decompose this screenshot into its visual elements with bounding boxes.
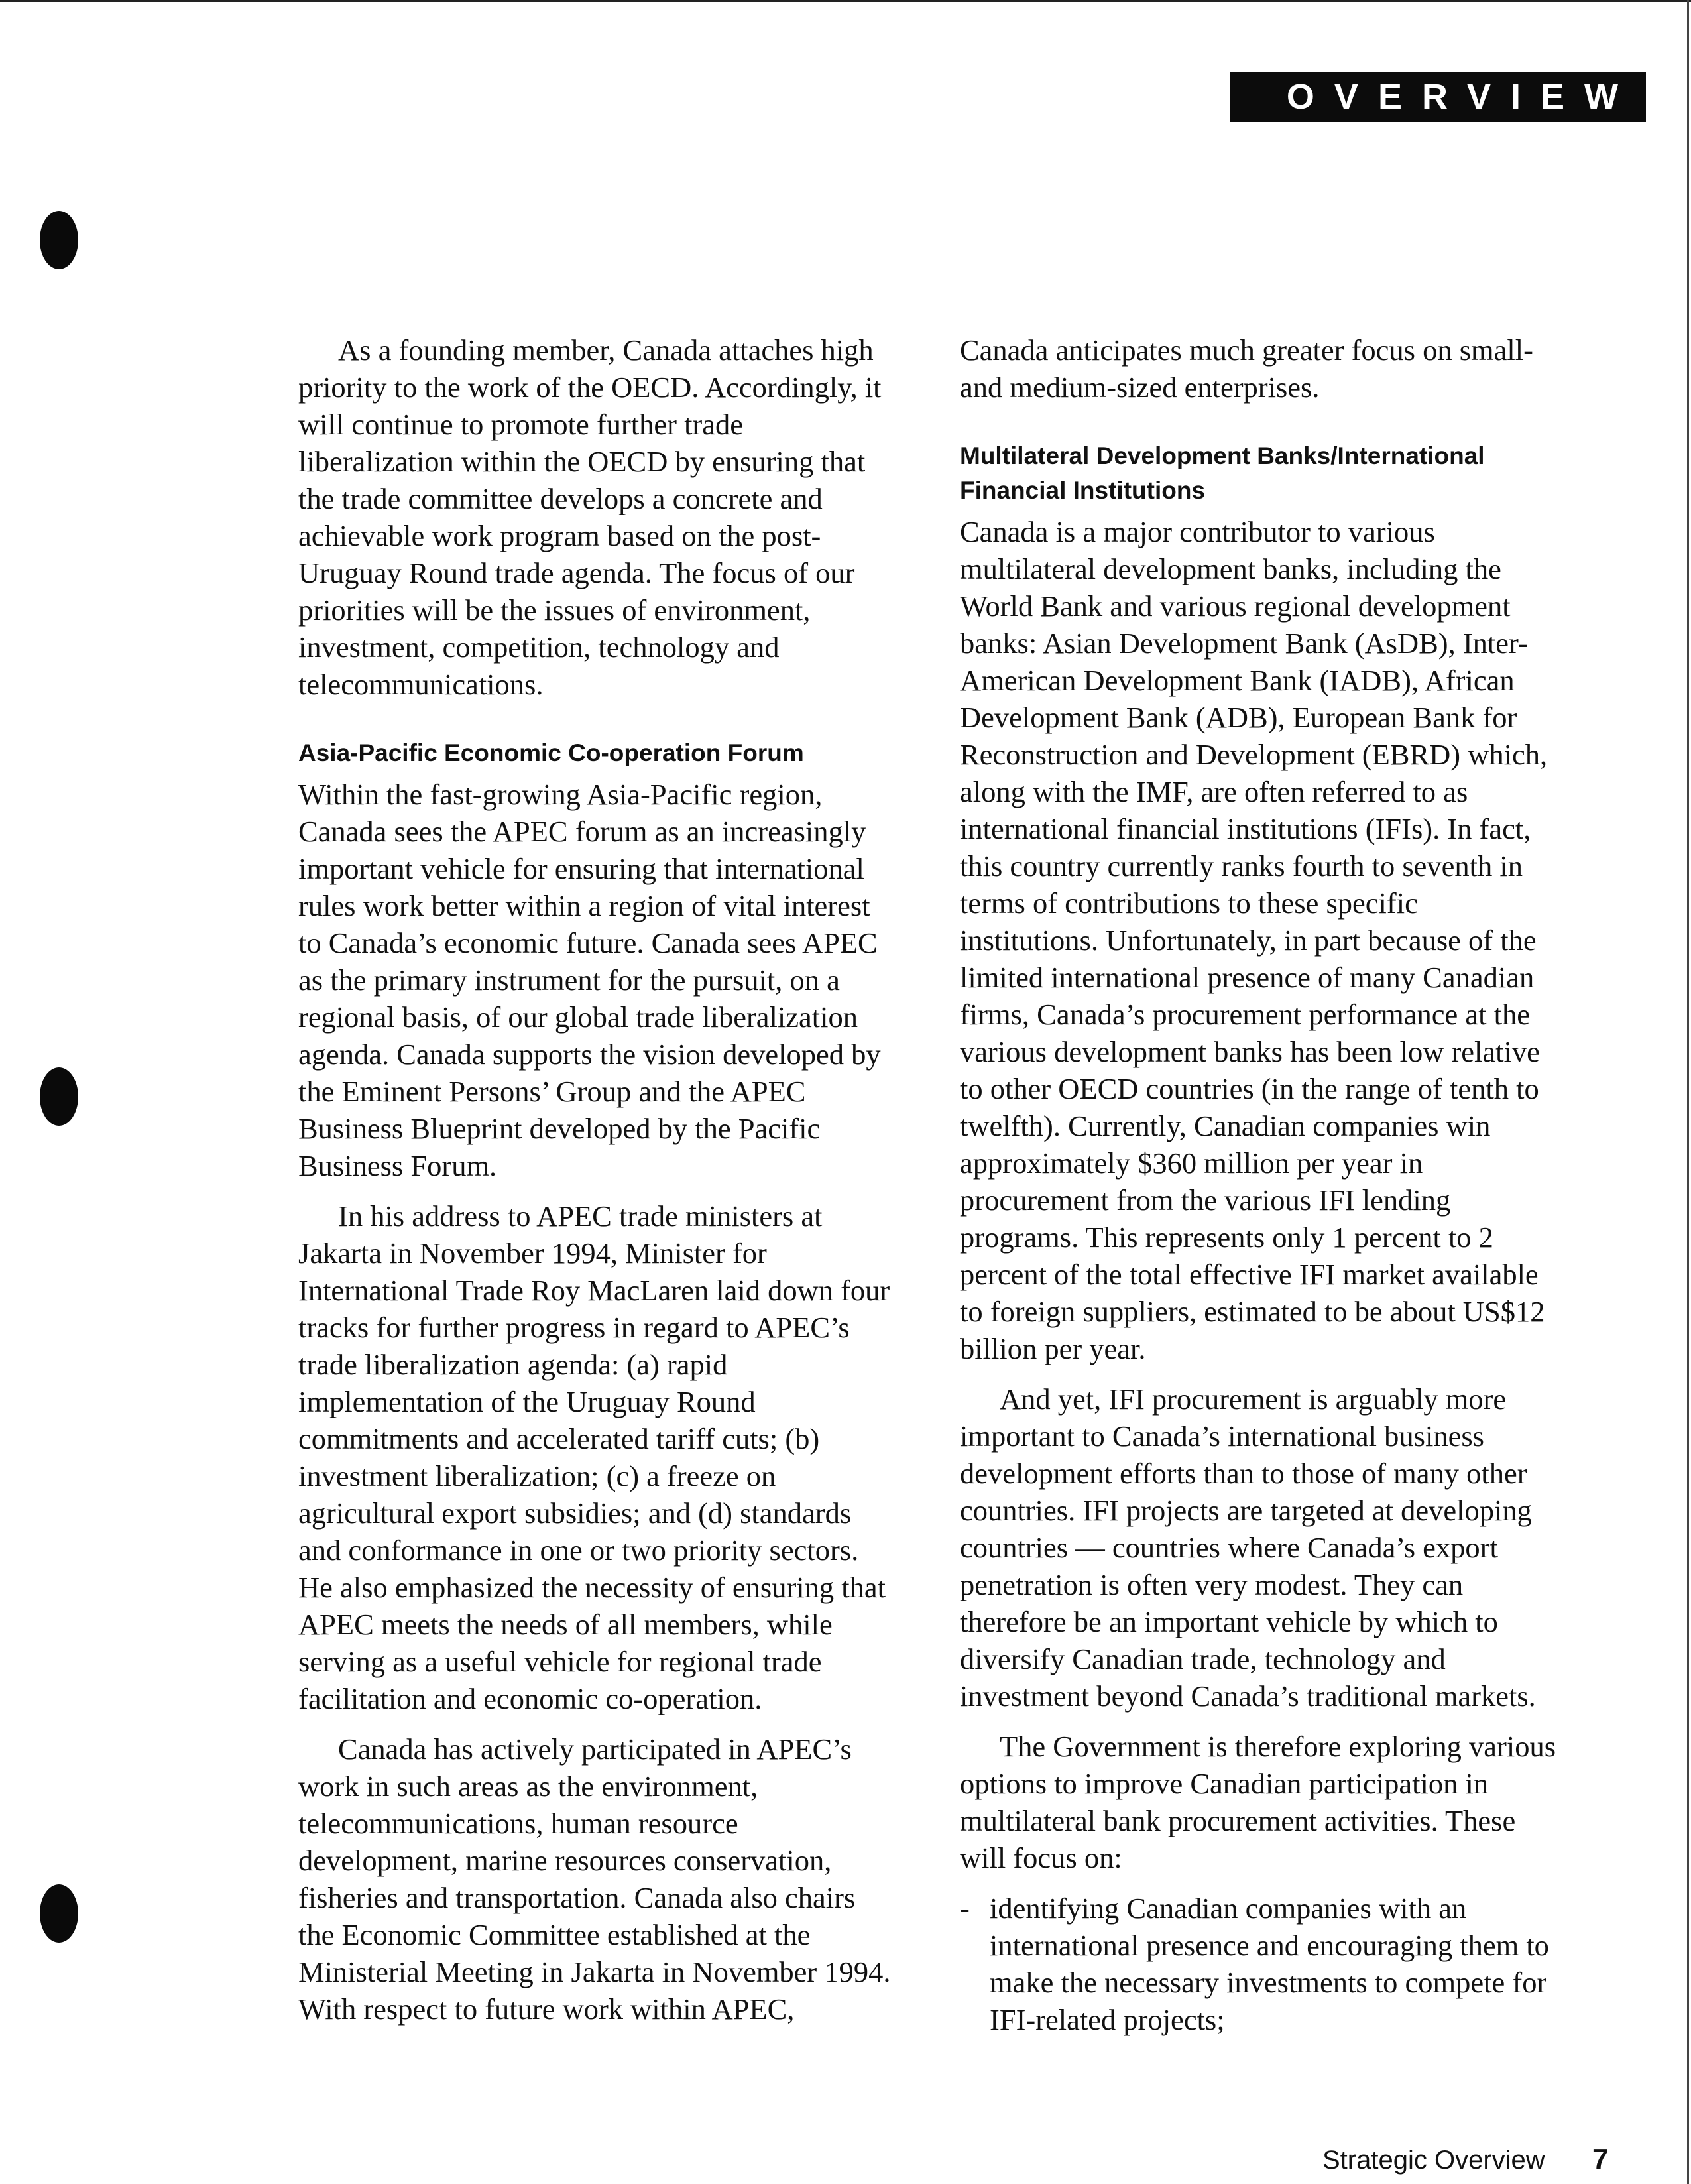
list-item [960, 1890, 1556, 2038]
section-tab [1230, 72, 1646, 122]
right-paragraph-3: And yet, IFI procurement is arguably more important to Canada’s international business development efforts than to those of many other countries. IFI projects are targeted at developing countries — countries where Canada’s export penetration is often very modest. They can therefore be an important vehicle by which to diversify Canadian trade, technology and investment beyond Canada’s traditional markets. [960, 1382, 1536, 1713]
right-border [1687, 0, 1689, 2184]
focus-list [960, 1890, 1556, 2038]
mdb-heading: Multilateral Development Banks/International Financial Institutions [960, 442, 1485, 504]
list-dash: - [960, 1892, 970, 1925]
footer-label: Strategic Overview [1322, 2146, 1545, 2175]
top-border [0, 0, 1691, 2]
left-paragraph-3: In his address to APEC trade ministers at Jakarta in November 1994, Minister for International Trade Roy MacLaren laid down four tracks for further progress in regard to APEC’s trade liberalization agenda: (a) rapid implementation of the Uruguay Round commitments and accelerated tariff cuts; (b) investment liberalization; (c) a freeze on agricultural export subsidies; and (d) standards and conformance in one or two priority sectors. He also emphasized the necessity of ensuring that APEC meets the needs of all members, while serving as a useful vehicle for regional trade facilitation and economic co-operation. [298, 1199, 890, 1715]
apec-heading: Asia-Pacific Economic Co-operation Forum [298, 739, 804, 766]
right-column [960, 332, 1556, 2038]
left-paragraph-4: Canada has actively participated in APEC’s work in such areas as the environment, telecommunications, human resource development, marine resources conservation, fisheries and transportation. Canada also chairs the Economic Committee established at the Ministerial Meeting in Jakarta in November 1994. With respect to future work within APEC, [298, 1732, 891, 2026]
section-tab-label: OVERVIEW [1286, 77, 1638, 117]
right-paragraph-4: The Government is therefore exploring various options to improve Canadian participation in multilateral bank procurement activities. These will focus on: [960, 1730, 1556, 1874]
punch-hole-middle [40, 1067, 78, 1126]
punch-hole-top [40, 211, 78, 269]
punch-hole-bottom [40, 1884, 78, 1943]
list-item-text: identifying Canadian companies with an international presence and encouraging them to make the necessary investments to compete for IFI-related projects; [990, 1892, 1549, 2036]
right-paragraph-1: Canada anticipates much greater focus on small- and medium-sized enterprises. [960, 334, 1533, 404]
right-paragraph-2: Canada is a major contributor to various multilateral development banks, including the World Bank and various regional development banks: Asian Development Bank (AsDB), Inter-American Development Bank (IADB), African Development Bank (ADB), European Bank for Reconstruction and Development (EBRD) which, along with the IMF, are often referred to as international financial institutions (IFIs). In fact, this country currently ranks fourth to seventh in terms of contributions to these specific institutions. Unfortunately, in part because of the limited international presence of many Canadian firms, Canada’s procurement performance at the various development banks has been low relative to other OECD countries (in the range of tenth to twelfth). Currently, Canadian companies win approximately $360 million per year in procurement from the various IFI lending programs. This represents only 1 percent to 2 percent of the total effective IFI market available to foreign suppliers, estimated to be about US$12 billion per year. [960, 515, 1548, 1365]
page-number: 7 [1592, 2143, 1609, 2175]
left-column [298, 332, 895, 2041]
left-paragraph-2: Within the fast-growing Asia-Pacific region, Canada sees the APEC forum as an increasingly important vehicle for ensuring that international rules work better within a region of vital interest to Canada’s economic future. Canada sees APEC as the primary instrument for the pursuit, on a regional basis, of our global trade liberalization agenda. Canada supports the vision developed by the Eminent Persons’ Group and the APEC Business Blueprint developed by the Pacific Business Forum. [298, 778, 881, 1182]
left-paragraph-1: As a founding member, Canada attaches high priority to the work of the OECD. Accordingly, it will continue to promote further trade liberalization within the OECD by ensuring that the trade committee develops a concrete and achievable work program based on the post-Uruguay Round trade agenda. The focus of our priorities will be the issues of environment, investment, competition, technology and telecommunications. [298, 334, 882, 701]
